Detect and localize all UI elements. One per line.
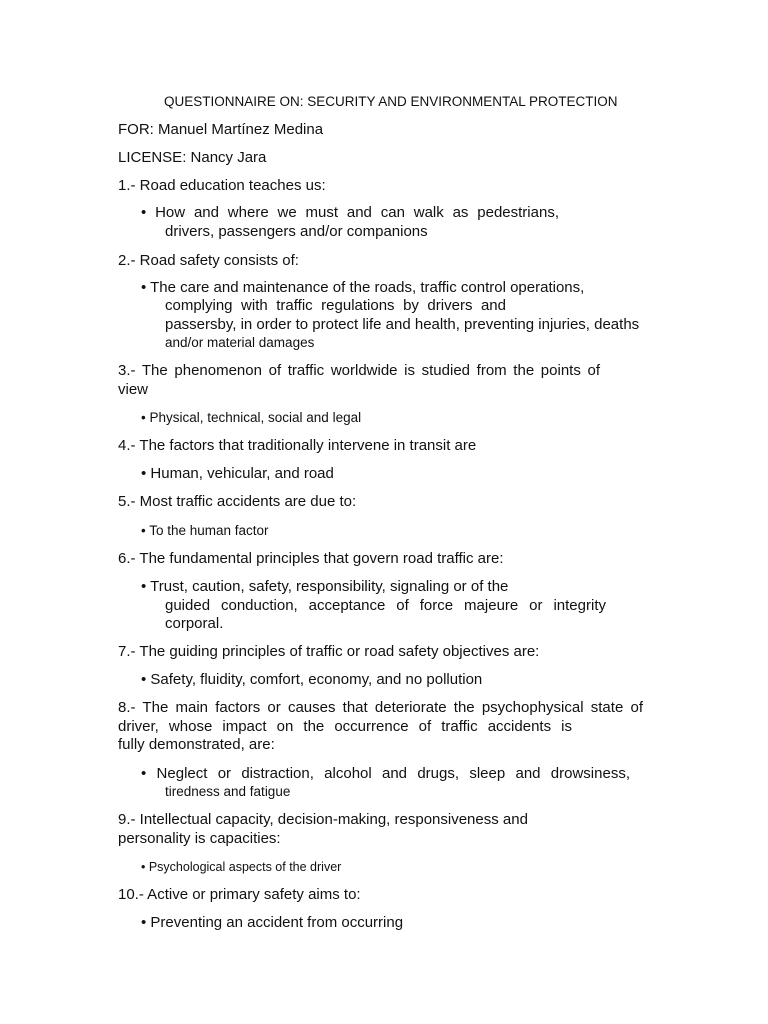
question-3-line-1: 3.- The phenomenon of traffic worldwide is studied from the points of — [118, 362, 600, 379]
question-2: 2.- Road safety consists of: — [118, 252, 299, 269]
answer-1-line-2: drivers, passengers and/or companions — [165, 223, 428, 240]
answer-3: • Physical, technical, social and legal — [141, 410, 362, 425]
answer-2-line-4: and/or material damages — [165, 335, 315, 350]
question-10: 10.- Active or primary safety aims to: — [118, 886, 361, 903]
question-1: 1.- Road education teaches us: — [118, 177, 326, 194]
answer-1-line-1: • How and where we must and can walk as pedestrians, — [141, 204, 559, 221]
answer-2-line-1: • The care and maintenance of the roads, traffic control operations, — [141, 279, 585, 296]
answer-10: • Preventing an accident from occurring — [141, 914, 404, 931]
document-title: QUESTIONNAIRE ON: SECURITY AND ENVIRONMENTAL PROTECTION — [164, 94, 618, 109]
license-line: LICENSE: Nancy Jara — [118, 149, 267, 166]
question-7: 7.- The guiding principles of traffic or road safety objectives are: — [118, 643, 540, 660]
question-8-line-1: 8.- The main factors or causes that deteriorate the psychophysical state of — [118, 699, 643, 716]
question-3-line-2: view — [118, 381, 149, 398]
for-line: FOR: Manuel Martínez Medina — [118, 121, 324, 138]
answer-6-line-2: guided conduction, acceptance of force majeure or integrity — [165, 597, 606, 614]
answer-2-line-3: passersby, in order to protect life and health, preventing injuries, deaths — [165, 316, 640, 333]
answer-2-line-2: complying with traffic regulations by drivers and — [165, 297, 506, 314]
answer-7: • Safety, fluidity, comfort, economy, and no pollution — [141, 671, 483, 688]
question-8-line-2: driver, whose impact on the occurrence of traffic accidents is — [118, 718, 572, 735]
answer-4: • Human, vehicular, and road — [141, 465, 334, 482]
answer-6-line-3: corporal. — [165, 615, 224, 632]
question-6: 6.- The fundamental principles that govern road traffic are: — [118, 550, 504, 567]
answer-9: • Psychological aspects of the driver — [141, 860, 342, 874]
answer-6-line-1: • Trust, caution, safety, responsibility, signaling or of the — [141, 578, 509, 595]
question-4: 4.- The factors that traditionally intervene in transit are — [118, 437, 477, 454]
answer-5: • To the human factor — [141, 523, 269, 538]
question-9-line-1: 9.- Intellectual capacity, decision-making, responsiveness and — [118, 811, 528, 828]
question-9-line-2: personality is capacities: — [118, 830, 281, 847]
question-8-line-3: fully demonstrated, are: — [118, 736, 275, 753]
answer-8-line-2: tiredness and fatigue — [165, 784, 291, 799]
answer-8-line-1: • Neglect or distraction, alcohol and drugs, sleep and drowsiness, — [141, 765, 630, 782]
question-5: 5.- Most traffic accidents are due to: — [118, 493, 357, 510]
